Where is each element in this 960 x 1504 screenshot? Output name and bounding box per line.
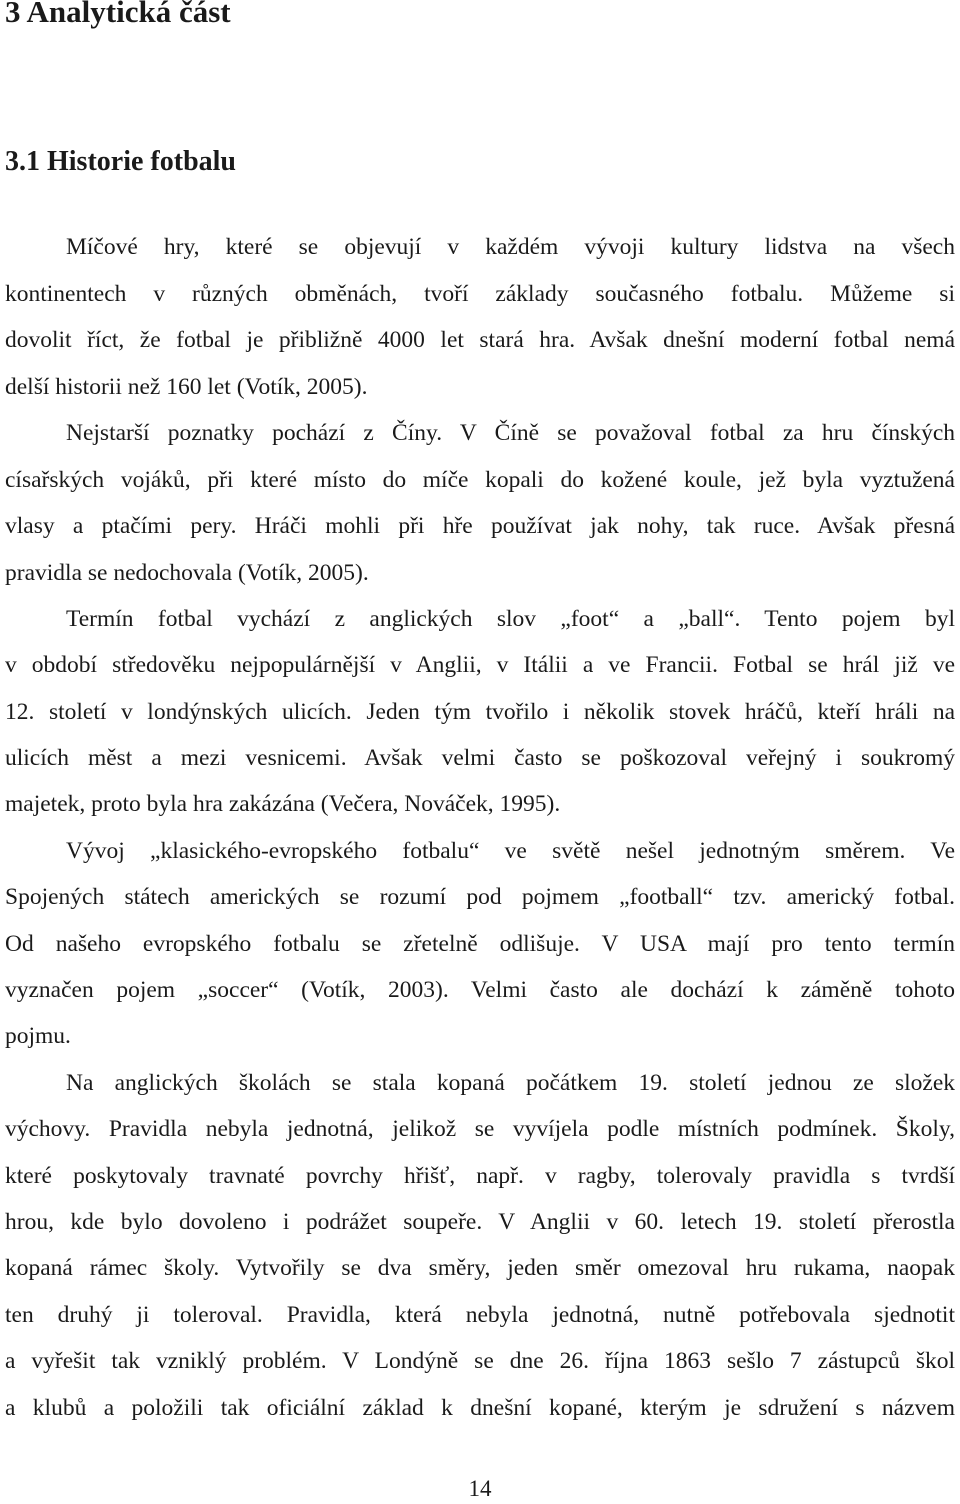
text-line: hrou, kde bylo dovoleno i podrážet soupeře. V Anglii v 60. letech 19. století přerostla [5, 1209, 955, 1235]
text-line: dovolit říct, že fotbal je přibližně 4000 let stará hra. Avšak dnešní moderní fotbal nemá [5, 327, 955, 353]
chapter-title: 3 Analytická část [5, 0, 231, 29]
text-line: delší historii než 160 let (Votík, 2005). [5, 374, 368, 400]
text-line: které poskytovaly travnaté povrchy hřišť, např. v ragby, tolerovaly pravidla s tvrdší [5, 1163, 955, 1189]
text-line: 12. století v londýnských ulicích. Jeden tým tvořilo i několik stovek hráčů, kteří hráli na [5, 699, 955, 725]
text-line: vyznačen pojem „soccer“ (Votík, 2003). Velmi často ale dochází k záměně tohoto [5, 977, 955, 1003]
text-line: výchovy. Pravidla nebyla jednotná, jelikož se vyvíjela podle místních podmínek. Školy, [5, 1116, 955, 1142]
text-line: vlasy a ptačími pery. Hráči mohli při hře používat jak nohy, tak ruce. Avšak přesná [5, 513, 955, 539]
text-line: Spojených státech amerických se rozumí pod pojmem „football“ tzv. americký fotbal. [5, 884, 955, 910]
text-line: pravidla se nedochovala (Votík, 2005). [5, 560, 369, 586]
text-line: Vývoj „klasického-evropského fotbalu“ ve světě nešel jednotným směrem. Ve [66, 838, 955, 864]
text-line: Míčové hry, které se objevují v každém vývoji kultury lidstva na všech [66, 234, 955, 260]
text-line: kontinentech v různých obměnách, tvoří základy současného fotbalu. Můžeme si [5, 281, 955, 307]
text-line: kopaná rámec školy. Vytvořily se dva směry, jeden směr omezoval hru rukama, naopak [5, 1255, 955, 1281]
section-title: 3.1 Historie fotbalu [5, 146, 236, 177]
text-line: ulicích měst a mezi vesnicemi. Avšak velmi často se poškozoval veřejný i soukromý [5, 745, 955, 771]
page-number: 14 [468, 1476, 492, 1501]
text-line: Termín fotbal vychází z anglických slov „foot“ a „ball“. Tento pojem byl [66, 606, 955, 632]
text-line: Od našeho evropského fotbalu se zřetelně odlišuje. V USA mají pro tento termín [5, 931, 955, 957]
text-line: Na anglických školách se stala kopaná počátkem 19. století jednou ze složek [66, 1070, 955, 1096]
text-line: císařských vojáků, při které místo do míče kopali do kožené koule, jež byla vyztužená [5, 467, 955, 493]
text-line: v období středověku nejpopulárnější v Anglii, v Itálii a ve Francii. Fotbal se hrál již ve [5, 652, 955, 678]
text-line: a klubů a položili tak oficiální základ k dnešní kopané, kterým je sdružení s názvem [5, 1395, 955, 1421]
text-line: Nejstarší poznatky pochází z Číny. V Číně se považoval fotbal za hru čínských [66, 420, 955, 446]
text-line: a vyřešit tak vzniklý problém. V Londýně se dne 26. října 1863 sešlo 7 zástupců škol [5, 1348, 955, 1374]
text-line: majetek, proto byla hra zakázána (Večera, Nováček, 1995). [5, 791, 561, 817]
text-line: ten druhý ji toleroval. Pravidla, která nebyla jednotná, nutně potřebovala sjednotit [5, 1302, 955, 1328]
text-line: pojmu. [5, 1023, 71, 1049]
